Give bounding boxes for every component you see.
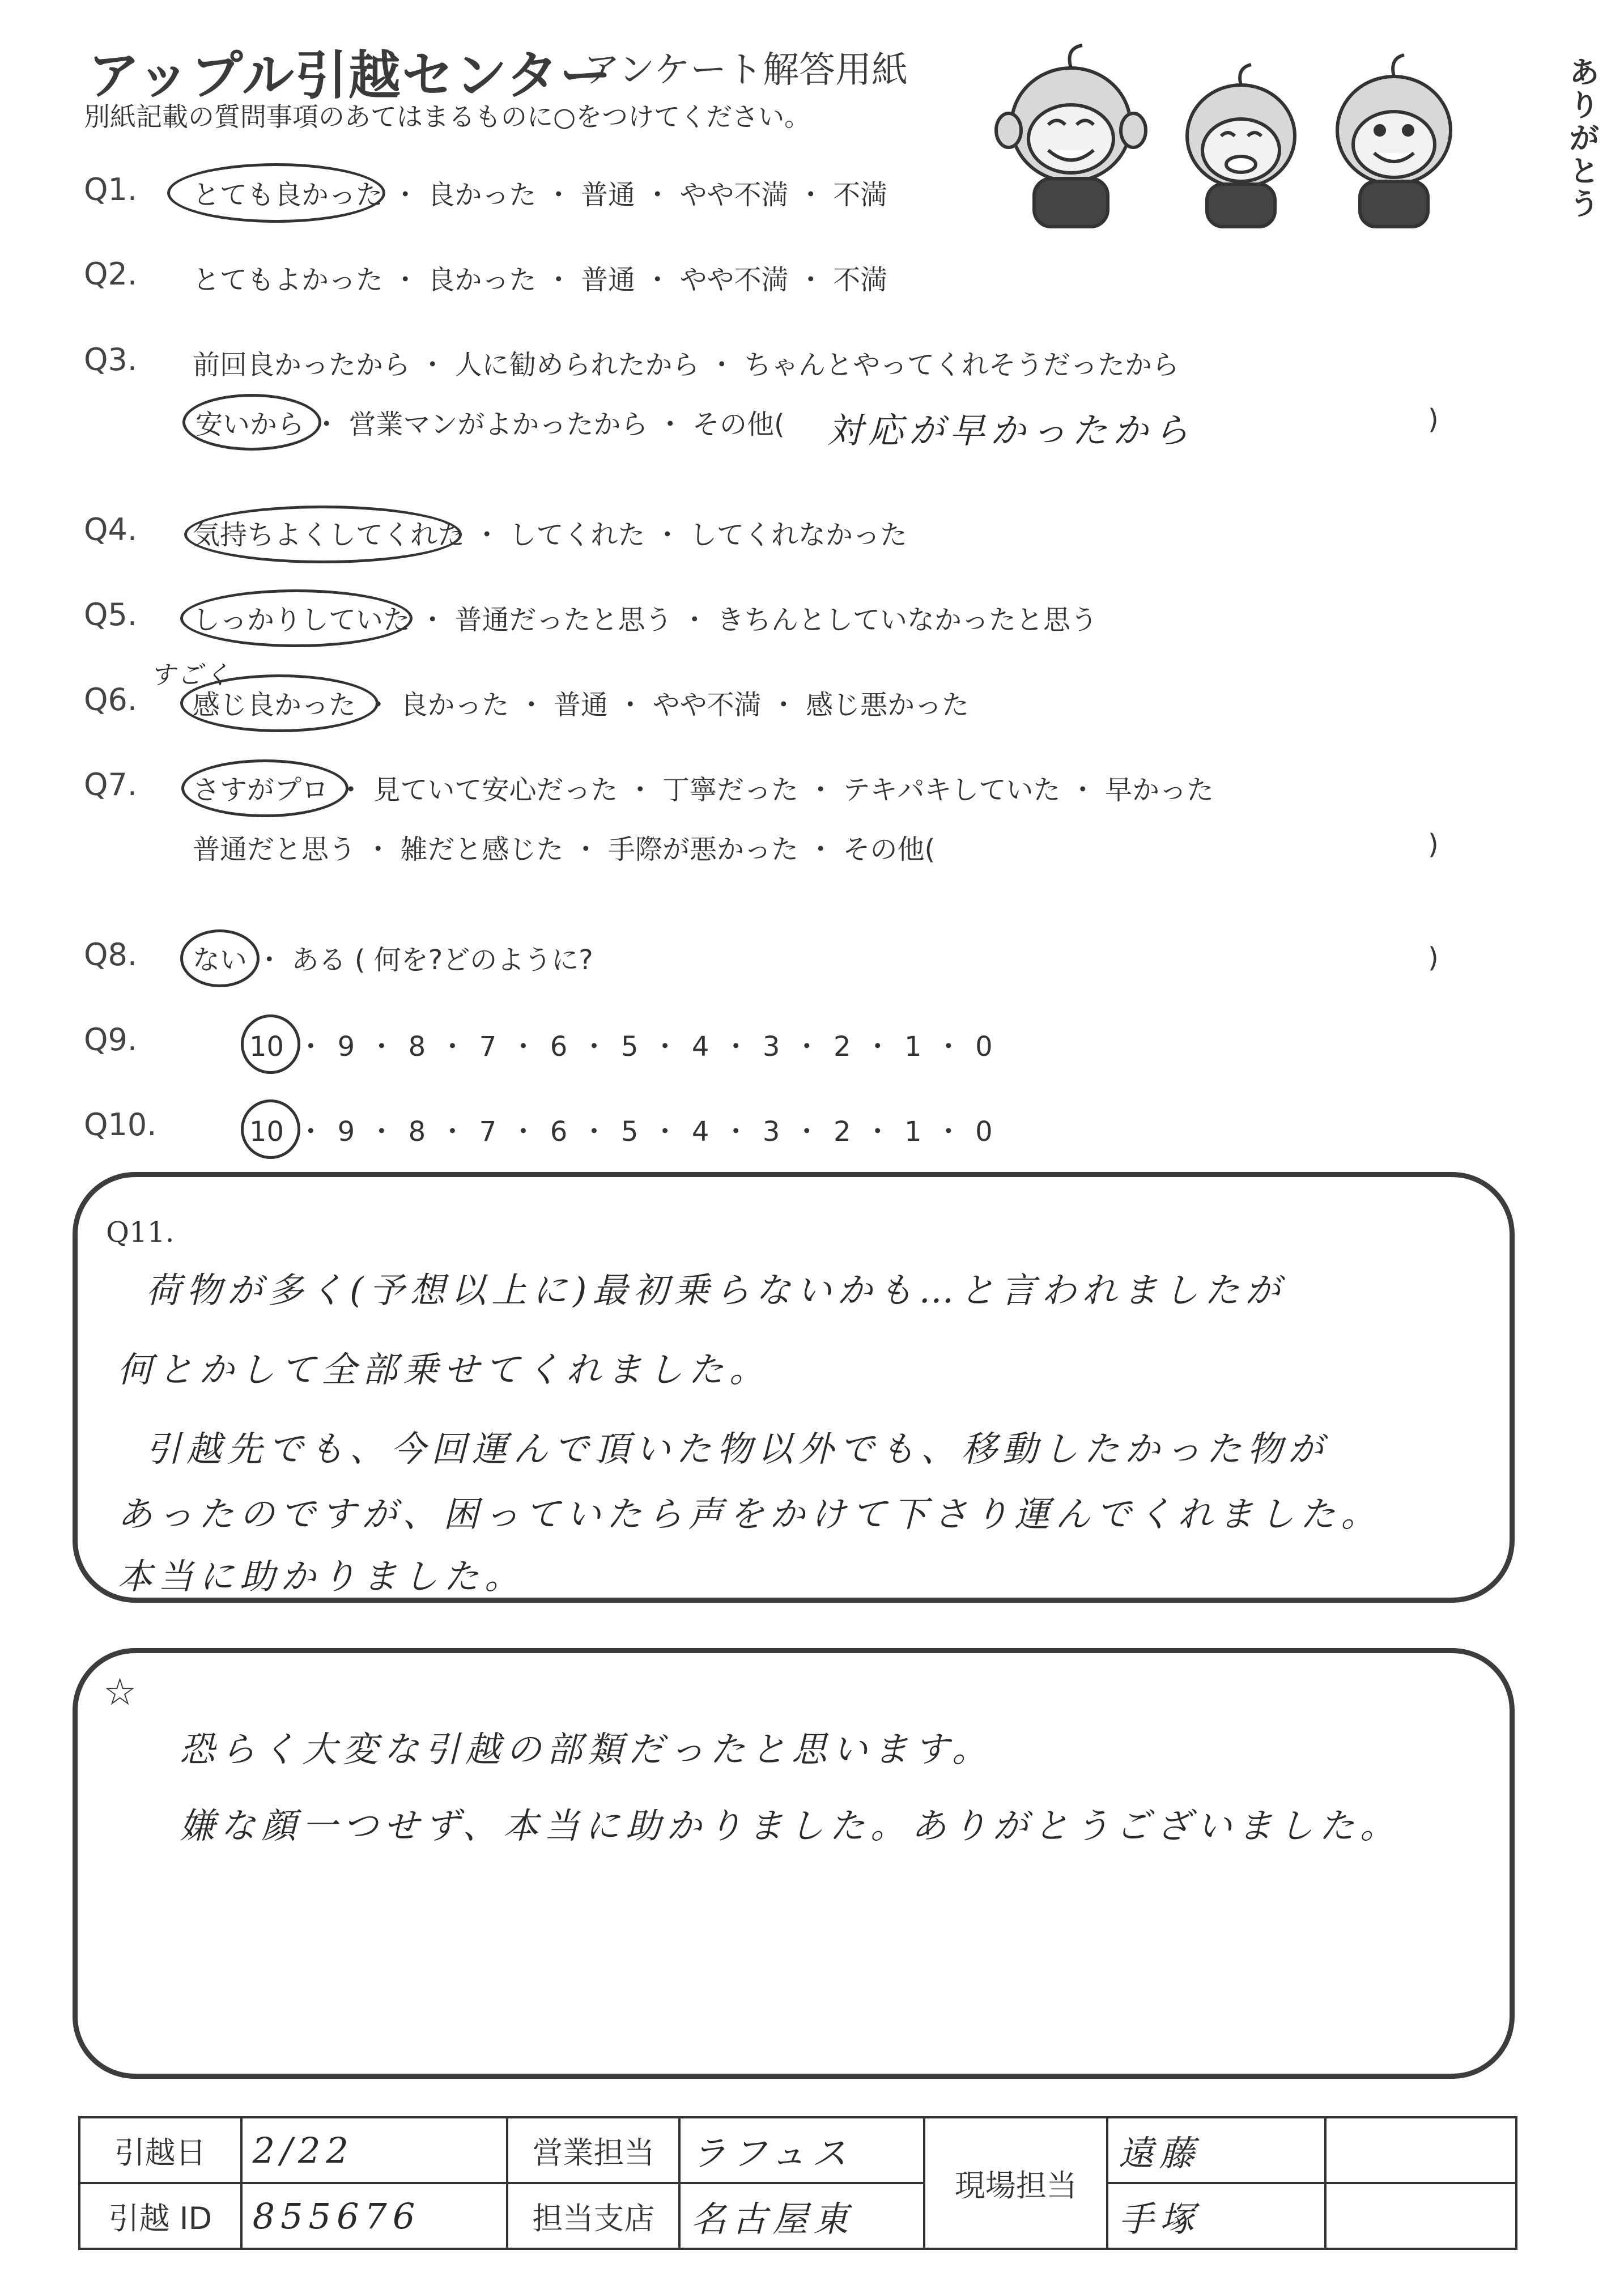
q3-other-handwritten: 対応が早かったから xyxy=(827,410,1195,451)
q11-comment-box xyxy=(73,1172,1515,1603)
q11-line-3: 引越先でも、今回運んで頂いた物以外でも、移動したかった物が xyxy=(146,1428,1329,1470)
q7-label: Q7. xyxy=(84,767,138,802)
q6-options: 感じ良かった ・ 良かった ・ 普通 ・ やや不満 ・ 感じ悪かった xyxy=(193,689,970,721)
q8-options: ない ・ ある ( 何を?どのように? xyxy=(193,944,593,976)
star-icon: ☆ xyxy=(103,1670,137,1714)
monkey-3-icon xyxy=(1337,55,1451,227)
monkey-2-icon xyxy=(1187,65,1295,227)
q4-options: 気持ちよくしてくれた ・ してくれた ・ してくれなかった xyxy=(193,519,908,551)
sales-label: 営業担当 xyxy=(507,2117,679,2183)
q3-close-paren: ) xyxy=(1428,404,1439,435)
q8-close-paren: ) xyxy=(1428,942,1439,974)
mascot-monkeys-illustration xyxy=(986,40,1496,232)
branch-value: 名古屋東 xyxy=(691,2198,854,2240)
site-staff-2: 手塚 xyxy=(1118,2198,1200,2240)
q4-label: Q4. xyxy=(84,512,138,547)
q10-label: Q10. xyxy=(84,1107,157,1143)
move-date-value: 2/22 xyxy=(252,2129,354,2171)
branch-label: 担当支店 xyxy=(507,2183,679,2249)
site-staff-label: 現場担当 xyxy=(924,2117,1107,2249)
q5-label: Q5. xyxy=(84,597,138,632)
q5-options: しっかりしていた ・ 普通だったと思う ・ きちんとしていなかったと思う xyxy=(193,604,1098,636)
form-subtitle: アンケート解答用紙 xyxy=(584,49,908,91)
instruction-text: 別紙記載の質問事項のあてはまるものに○をつけてください。 xyxy=(84,101,811,132)
company-title: アップル引越センター xyxy=(88,45,613,106)
star-line-2: 嫌な顔一つせず、本当に助かりました。ありがとうございました。 xyxy=(180,1805,1401,1846)
site-staff-1: 遠藤 xyxy=(1118,2132,1200,2174)
sales-value: ラフュス xyxy=(691,2132,853,2174)
q6-label: Q6. xyxy=(84,682,138,717)
site-staff-blank-1 xyxy=(1325,2117,1516,2183)
move-id-label: 引越 ID xyxy=(79,2183,241,2249)
q11-line-2: 何とかして全部乗せてくれました。 xyxy=(117,1349,771,1390)
q11-line-1: 荷物が多く(予想以上に)最初乗らないかも…と言われましたが xyxy=(146,1269,1286,1311)
q2-options: とてもよかった ・ 良かった ・ 普通 ・ やや不満 ・ 不満 xyxy=(193,264,888,296)
q9-options: 10 ・ 9 ・ 8 ・ 7 ・ 6 ・ 5 ・ 4 ・ 3 ・ 2 ・ 1 ・ 0 xyxy=(249,1031,993,1063)
q9-label: Q9. xyxy=(84,1022,138,1058)
star-comment-box xyxy=(73,1648,1515,2079)
q1-label: Q1. xyxy=(84,172,138,207)
move-id-value: 855676 xyxy=(252,2195,421,2237)
q11-line-4: あったのですが、困っていたら声をかけて下さり運んでくれました。 xyxy=(117,1493,1382,1535)
q6-handwritten-note: すごく xyxy=(150,661,232,690)
info-table xyxy=(78,2116,1517,2250)
q7-close-paren: ) xyxy=(1428,829,1439,860)
q2-label: Q2. xyxy=(84,256,138,292)
thanks-text: ありがとう xyxy=(1570,56,1600,222)
monkey-1-icon xyxy=(996,45,1146,227)
star-line-1: 恐らく大変な引越の部類だったと思います。 xyxy=(180,1729,993,1770)
site-staff-blank-2 xyxy=(1325,2183,1516,2249)
q3-options-line1: 前回良かったから ・ 人に勧められたから ・ ちゃんとやってくれそうだったから xyxy=(193,349,1180,381)
q7-options-line1: さすがプロ ・ 見ていて安心だった ・ 丁寧だった ・ テキパキしていた ・ 早かった xyxy=(193,774,1214,806)
q11-line-5: 本当に助かりました。 xyxy=(117,1556,526,1597)
q10-options: 10 ・ 9 ・ 8 ・ 7 ・ 6 ・ 5 ・ 4 ・ 3 ・ 2 ・ 1 ・ 0 xyxy=(249,1116,993,1148)
q8-label: Q8. xyxy=(84,937,138,973)
move-date-label: 引越日 xyxy=(79,2117,241,2183)
q1-options: とても良かった ・ 良かった ・ 普通 ・ やや不満 ・ 不満 xyxy=(193,179,888,211)
q3-label: Q3. xyxy=(84,342,138,377)
q3-options-line2: 安いから ・ 営業マンがよかったから ・ その他( xyxy=(195,409,785,440)
q11-label: Q11. xyxy=(106,1216,175,1249)
q7-options-line2: 普通だと思う ・ 雑だと感じた ・ 手際が悪かった ・ その他( xyxy=(193,834,936,865)
